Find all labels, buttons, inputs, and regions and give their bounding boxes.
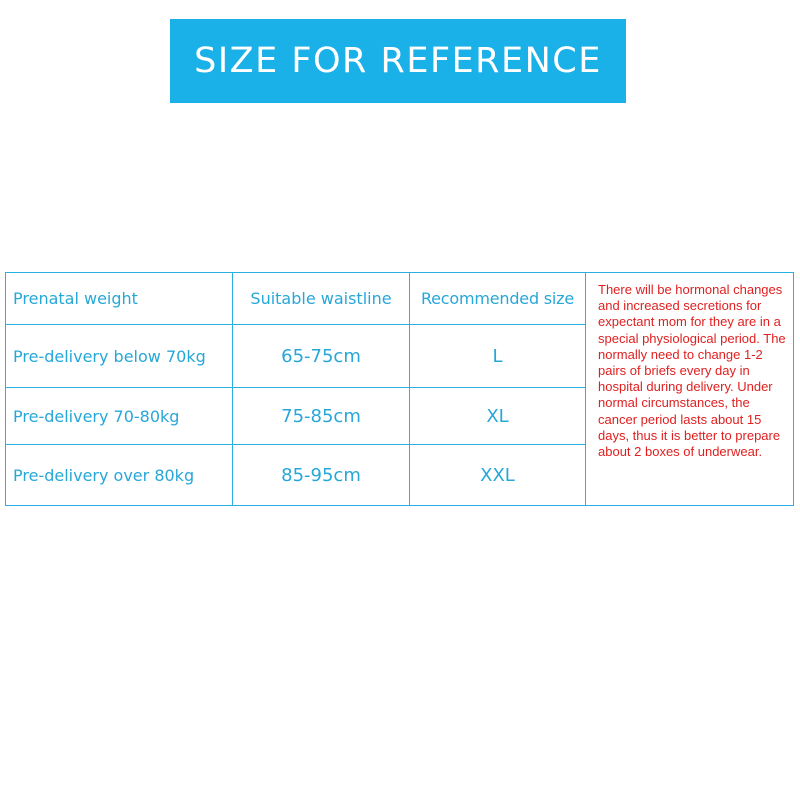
header-suitable-waistline: Suitable waistline: [233, 273, 410, 325]
note-cell: There will be hormonal changes and increased secretions for expectant mom for they are in a special physiological period. The normally need to change 1-2 pairs of briefs every day in hospital during delivery. Under normal circumstances, the cancer period lasts about 15 days, thus it is better to prepare about 2 boxes of underwear.: [586, 273, 794, 506]
weight-cell: Pre-delivery over 80kg: [6, 445, 233, 506]
weight-cell: Pre-delivery 70-80kg: [6, 388, 233, 445]
waist-cell: 75-85cm: [233, 388, 410, 445]
weight-cell: Pre-delivery below 70kg: [6, 325, 233, 388]
size-cell: XXL: [410, 445, 586, 506]
size-cell: XL: [410, 388, 586, 445]
banner-title: SIZE FOR REFERENCE: [194, 41, 602, 81]
table-header-row: [6, 273, 794, 325]
header-recommended-size: Recommended size: [410, 273, 586, 325]
waist-cell: 65-75cm: [233, 325, 410, 388]
waist-cell: 85-95cm: [233, 445, 410, 506]
header-prenatal-weight: Prenatal weight: [6, 273, 233, 325]
title-banner: [170, 19, 626, 103]
size-chart-table: [5, 272, 794, 506]
size-cell: L: [410, 325, 586, 388]
